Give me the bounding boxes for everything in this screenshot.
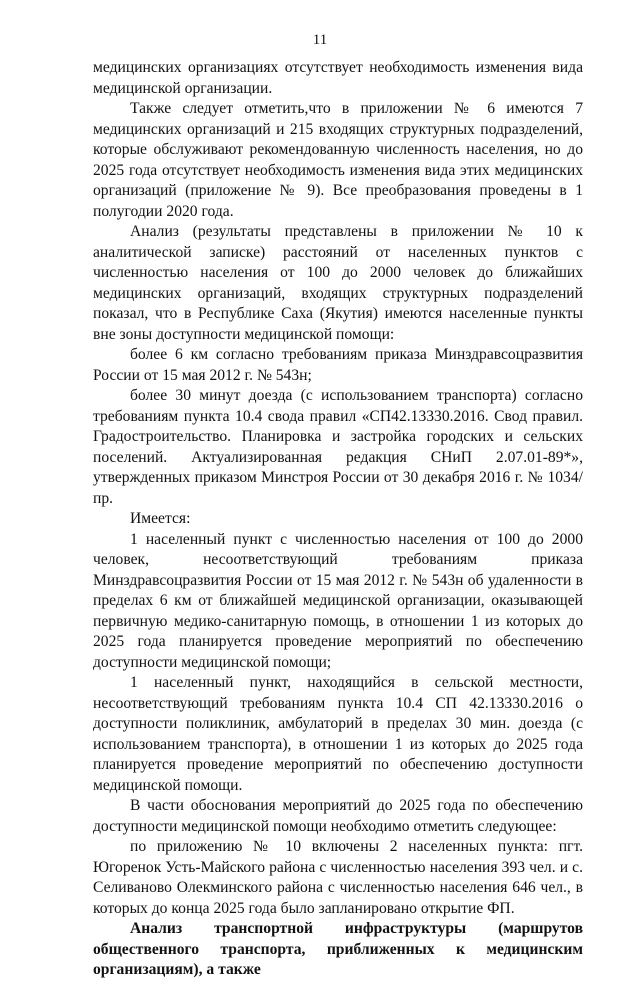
document-body [93, 58, 583, 981]
paragraph: более 6 км согласно требованиям приказа Минздравсоцразвития России от 15 мая 2012 г. № 543н; [93, 346, 583, 384]
paragraph: медицинских организациях отсутствует необходимость изменения вида медицинской организации. [93, 59, 583, 97]
paragraph: более 30 минут доезда (с использованием транспорта) согласно требованиям пункта 10.4 свода правил «СП42.13330.2016. Свод правил. Градостроительство. Планировка и застройка городских и сельских поселений. Актуализированная редакция СНиП 2.07.01-89*», утвержденных приказом Минстроя России от 30 декабря 2016 г. № 1034/пр. [93, 387, 583, 507]
paragraph: по приложению № 10 включены 2 населенных пункта: пгт. Югоренок Усть-Майского района с численностью населения 393 чел. и с. Селиваново Олекминского района с численностью населения 646 чел., в которых до конца 2025 года было запланировано открытие ФП. [93, 838, 583, 917]
paragraph: В части обоснования мероприятий до 2025 года по обеспечению доступности медицинской помощи необходимо отметить следующее: [93, 797, 583, 835]
paragraph: 1 населенный пункт с численностью населения от 100 до 2000 человек, несоответствующий требованиям приказа Минздравсоцразвития России от 15 мая 2012 г. № 543н об удаленности в пределах 6 км от ближайшей медицинской организации, оказывающей первичную медико-санитарную помощь, в отношении 1 из которых до 2025 года планируется проведение мероприятий по обеспечению доступности медицинской помощи; [93, 530, 583, 671]
paragraph: Имеется: [130, 510, 191, 527]
paragraph: Анализ (результаты представлены в приложении № 10 к аналитической записке) расстояний от населенных пунктов с численностью населения от 100 до 2000 человек до ближайших медицинских организаций, входящих структурных подразделений показал, что в Республике Саха (Якутия) имеются населенные пункты вне зоны доступности медицинской помощи: [93, 223, 583, 343]
paragraph: Также следует отметить,что в приложении № 6 имеются 7 медицинских организаций и 215 входящих структурных подразделений, которые обслуживают рекомендованную численность населения, но до 2025 года отсутствует необходимость изменения вида этих медицинских организаций (приложение № 9). Все преобразования проведены в 1 полугодии 2020 года. [93, 100, 583, 220]
paragraph: 1 населенный пункт, находящийся в сельской местности, несоответствующий требованиям пункта 10.4 СП 42.13330.2016 о доступности поликлиник, амбулаторий в пределах 30 мин. доезда (с использованием транспорта), в отношении 1 из которых до 2025 года планируется проведение мероприятий по обеспечению доступности медицинской помощи. [93, 674, 583, 794]
page-number: 11 [312, 32, 328, 48]
section-heading-paragraph: Анализ транспортной инфраструктуры (маршрутов общественного транспорта, приближенных к медицинским организациям), а также [93, 920, 583, 978]
